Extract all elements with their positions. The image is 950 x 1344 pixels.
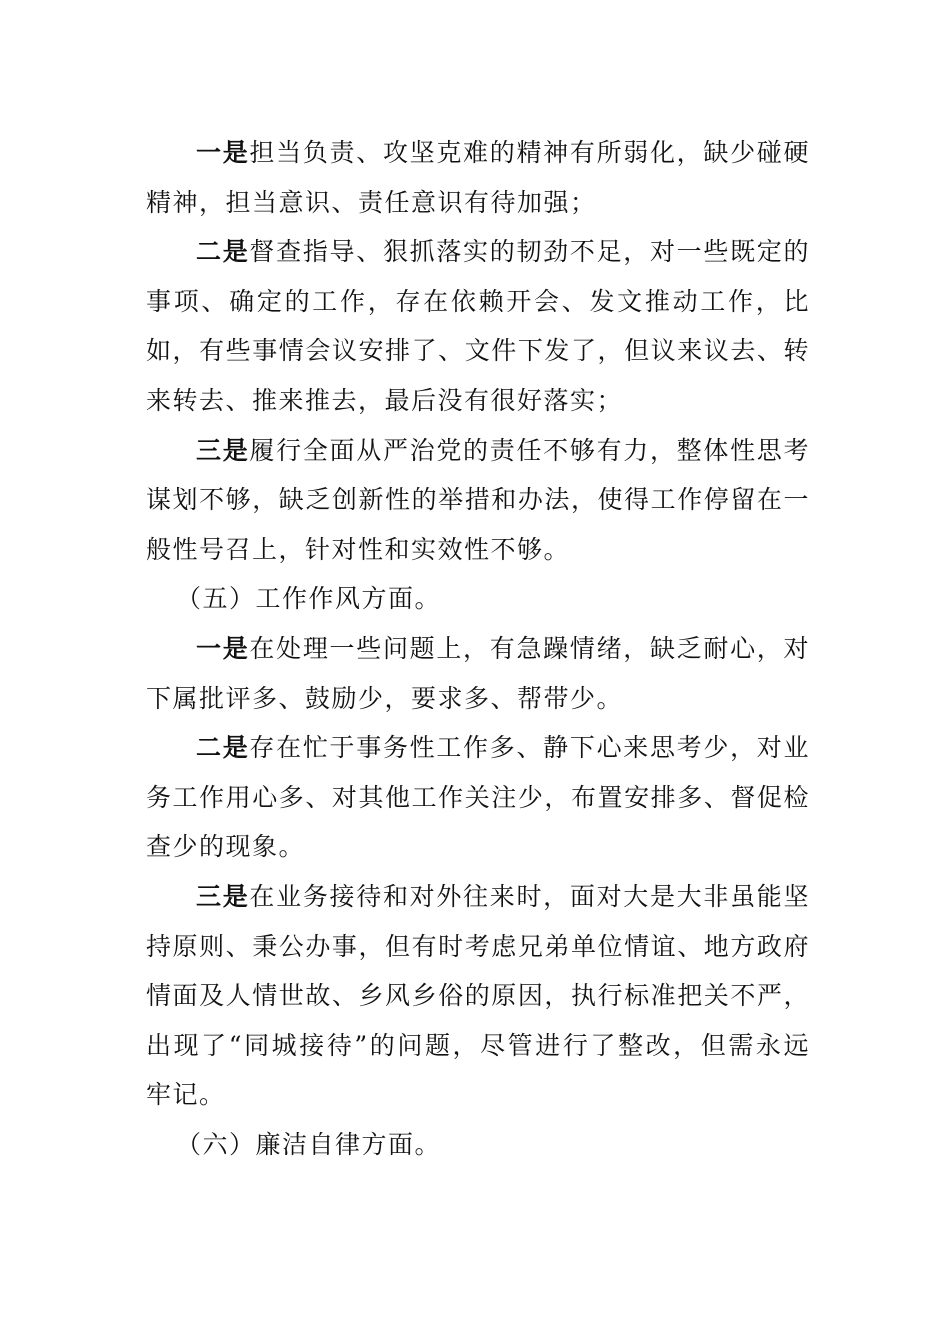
paragraph-1 (146, 128, 810, 227)
section-heading-6: （六）廉洁自律方面。 (176, 1129, 442, 1159)
paragraph-text: 担当负责、攻坚克难的精神有所弱化，缺少碰硬精神，担当意识、责任意识有待加强； (146, 138, 810, 217)
paragraph-lead: 二是 (196, 733, 250, 763)
paragraph-lead: 二是 (196, 237, 250, 267)
paragraph-5-3 (146, 872, 810, 1120)
paragraph-5-2 (146, 723, 810, 872)
paragraph-text: 督查指导、狠抓落实的韧劲不足，对一些既定的事项、确定的工作，存在依赖开会、发文推动工作，比如，有些事情会议安排了、文件下发了，但议来议去、转来转去、推来推去，最后没有很好落实； (146, 237, 810, 415)
paragraph-lead: 一是 (196, 138, 250, 167)
paragraph-text: 存在忙于事务性工作多、静下心来思考少，对业务工作用心多、对其他工作关注少，布置安排多、督促检查少的现象。 (146, 733, 810, 862)
paragraph-lead: 三是 (196, 435, 250, 465)
paragraph-3 (146, 426, 810, 575)
paragraph-2 (146, 227, 810, 425)
paragraph-lead: 一是 (196, 633, 250, 663)
document-page (146, 128, 810, 1169)
paragraph-text: 履行全面从严治党的责任不够有力，整体性思考谋划不够，缺乏创新性的举措和办法，使得工作停留在一般性号召上，针对性和实效性不够。 (146, 435, 810, 564)
paragraph-5-1 (146, 624, 810, 723)
paragraph-text: 在业务接待和对外往来时，面对大是大非虽能坚持原则、秉公办事，但有时考虑兄弟单位情谊、地方政府情面及人情世故、乡风乡俗的原因，执行标准把关不严，出现了“同城接待”的问题，尽管进行了整改，但需永远牢记。 (146, 881, 810, 1110)
section-heading-5: （五）工作作风方面。 (176, 584, 442, 614)
paragraph-lead: 三是 (196, 881, 250, 911)
paragraph-text: 在处理一些问题上，有急躁情绪，缺乏耐心，对下属批评多、鼓励少，要求多、帮带少。 (146, 633, 810, 713)
